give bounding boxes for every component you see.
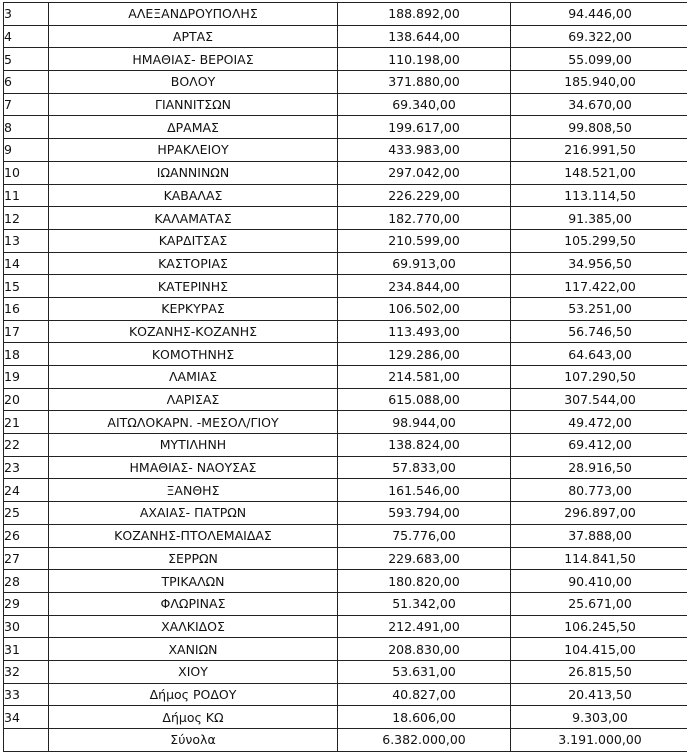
table-row <box>4 411 687 434</box>
amount-half-cell: 64.643,00 <box>511 343 687 366</box>
municipality-name-cell: ΚΟΖΑΝΗΣ-ΚΟΖΑΝΗΣ <box>49 320 338 343</box>
amount-total-cell: 138.644,00 <box>338 25 511 48</box>
amount-total-cell: 113.493,00 <box>338 320 511 343</box>
amount-total-cell: 161.546,00 <box>338 479 511 502</box>
municipality-name-cell: ΚΑΡΔΙΤΣΑΣ <box>49 229 338 252</box>
municipality-name-cell: ΤΡΙΚΑΛΩΝ <box>49 570 338 593</box>
row-number-cell: 9 <box>4 139 49 162</box>
row-number-cell: 8 <box>4 116 49 139</box>
table-row <box>4 71 687 94</box>
municipality-name-cell: ΧΑΝΙΩΝ <box>49 638 338 661</box>
row-number-cell: 10 <box>4 161 49 184</box>
row-number-cell: 21 <box>4 411 49 434</box>
table-row <box>4 161 687 184</box>
amount-total-cell: 69.340,00 <box>338 93 511 116</box>
amount-total-cell: 75.776,00 <box>338 524 511 547</box>
amount-total-cell: 18.606,00 <box>338 706 511 729</box>
municipality-name-cell: ΙΩΑΝΝΙΝΩΝ <box>49 161 338 184</box>
amount-half-cell: 113.114,50 <box>511 184 687 207</box>
row-number-cell: 17 <box>4 320 49 343</box>
table-row <box>4 48 687 71</box>
table-row <box>4 660 687 683</box>
row-number-cell: 6 <box>4 71 49 94</box>
amount-half-cell: 106.245,50 <box>511 615 687 638</box>
row-number-cell: 31 <box>4 638 49 661</box>
municipality-name-cell: ΞΑΝΘΗΣ <box>49 479 338 502</box>
totals-amount-total-cell: 6.382.000,00 <box>338 729 511 752</box>
table-row <box>4 524 687 547</box>
amount-half-cell: 307.544,00 <box>511 388 687 411</box>
amount-total-cell: 180.820,00 <box>338 570 511 593</box>
amount-total-cell: 212.491,00 <box>338 615 511 638</box>
amount-total-cell: 208.830,00 <box>338 638 511 661</box>
amount-total-cell: 138.824,00 <box>338 434 511 457</box>
amount-total-cell: 51.342,00 <box>338 592 511 615</box>
municipality-name-cell: ΚΑΣΤΟΡΙΑΣ <box>49 252 338 275</box>
amount-total-cell: 53.631,00 <box>338 660 511 683</box>
municipality-name-cell: ΔΡΑΜΑΣ <box>49 116 338 139</box>
row-number-cell: 16 <box>4 297 49 320</box>
table-row <box>4 3 687 26</box>
amount-half-cell: 53.251,00 <box>511 297 687 320</box>
totals-row <box>4 729 687 752</box>
amount-total-cell: 98.944,00 <box>338 411 511 434</box>
municipality-name-cell: ΗΡΑΚΛΕΙΟΥ <box>49 139 338 162</box>
table-row <box>4 502 687 525</box>
row-number-cell: 22 <box>4 434 49 457</box>
amount-total-cell: 106.502,00 <box>338 297 511 320</box>
row-number-cell: 7 <box>4 93 49 116</box>
table-row <box>4 343 687 366</box>
amount-total-cell: 234.844,00 <box>338 275 511 298</box>
amount-total-cell: 182.770,00 <box>338 207 511 230</box>
amount-half-cell: 91.385,00 <box>511 207 687 230</box>
municipality-name-cell: ΦΛΩΡΙΝΑΣ <box>49 592 338 615</box>
amount-half-cell: 90.410,00 <box>511 570 687 593</box>
table-row <box>4 25 687 48</box>
amount-total-cell: 433.983,00 <box>338 139 511 162</box>
municipality-name-cell: ΓΙΑΝΝΙΤΣΩΝ <box>49 93 338 116</box>
row-number-cell: 23 <box>4 456 49 479</box>
row-number-cell: 25 <box>4 502 49 525</box>
row-number-cell: 32 <box>4 660 49 683</box>
amount-half-cell: 56.746,50 <box>511 320 687 343</box>
amount-half-cell: 69.412,00 <box>511 434 687 457</box>
table-row <box>4 116 687 139</box>
row-number-cell: 11 <box>4 184 49 207</box>
amount-total-cell: 593.794,00 <box>338 502 511 525</box>
totals-amount-half-cell: 3.191.000,00 <box>511 729 687 752</box>
row-number-cell: 29 <box>4 592 49 615</box>
row-number-cell: 14 <box>4 252 49 275</box>
table-row <box>4 139 687 162</box>
amount-total-cell: 371.880,00 <box>338 71 511 94</box>
table-row <box>4 320 687 343</box>
amount-total-cell: 229.683,00 <box>338 547 511 570</box>
table-row <box>4 456 687 479</box>
municipality-name-cell: ΛΑΜΙΑΣ <box>49 366 338 389</box>
amount-half-cell: 107.290,50 <box>511 366 687 389</box>
municipality-name-cell: ΚΑΛΑΜΑΤΑΣ <box>49 207 338 230</box>
amount-total-cell: 226.229,00 <box>338 184 511 207</box>
municipality-name-cell: ΑΛΕΞΑΝΔΡΟΥΠΟΛΗΣ <box>49 3 338 26</box>
amount-half-cell: 296.897,00 <box>511 502 687 525</box>
amount-total-cell: 57.833,00 <box>338 456 511 479</box>
row-number-cell: 12 <box>4 207 49 230</box>
municipality-name-cell: ΛΑΡΙΣΑΣ <box>49 388 338 411</box>
amount-half-cell: 185.940,00 <box>511 71 687 94</box>
municipality-name-cell: ΑΙΤΩΛΟΚΑΡΝ. -ΜΕΣΟΛ/ΓΙΟΥ <box>49 411 338 434</box>
table-row <box>4 638 687 661</box>
totals-municipality-name-cell: Σύνολα <box>49 729 338 752</box>
amount-half-cell: 37.888,00 <box>511 524 687 547</box>
municipality-name-cell: ΚΟΖΑΝΗΣ-ΠΤΟΛΕΜΑΙΔΑΣ <box>49 524 338 547</box>
row-number-cell: 28 <box>4 570 49 593</box>
amount-half-cell: 34.956,50 <box>511 252 687 275</box>
row-number-cell: 5 <box>4 48 49 71</box>
amount-total-cell: 210.599,00 <box>338 229 511 252</box>
totals-row-number-cell <box>4 729 49 752</box>
amount-half-cell: 55.099,00 <box>511 48 687 71</box>
amount-total-cell: 199.617,00 <box>338 116 511 139</box>
municipality-name-cell: ΧΑΛΚΙΔΟΣ <box>49 615 338 638</box>
amount-half-cell: 9.303,00 <box>511 706 687 729</box>
table-row <box>4 706 687 729</box>
municipality-name-cell: ΑΡΤΑΣ <box>49 25 338 48</box>
amount-half-cell: 49.472,00 <box>511 411 687 434</box>
table-row <box>4 229 687 252</box>
municipality-name-cell: ΜΥΤΙΛΗΝΗ <box>49 434 338 457</box>
amount-total-cell: 615.088,00 <box>338 388 511 411</box>
row-number-cell: 26 <box>4 524 49 547</box>
row-number-cell: 30 <box>4 615 49 638</box>
amount-total-cell: 214.581,00 <box>338 366 511 389</box>
amount-half-cell: 28.916,50 <box>511 456 687 479</box>
table-row <box>4 683 687 706</box>
amount-total-cell: 69.913,00 <box>338 252 511 275</box>
municipality-name-cell: ΑΧΑΙΑΣ- ΠΑΤΡΩΝ <box>49 502 338 525</box>
amount-half-cell: 99.808,50 <box>511 116 687 139</box>
table-row <box>4 547 687 570</box>
amount-half-cell: 117.422,00 <box>511 275 687 298</box>
row-number-cell: 34 <box>4 706 49 729</box>
row-number-cell: 15 <box>4 275 49 298</box>
row-number-cell: 20 <box>4 388 49 411</box>
municipality-name-cell: ΗΜΑΘΙΑΣ- ΝΑΟΥΣΑΣ <box>49 456 338 479</box>
amount-half-cell: 69.322,00 <box>511 25 687 48</box>
table-row <box>4 479 687 502</box>
municipality-name-cell: ΣΕΡΡΩΝ <box>49 547 338 570</box>
amount-half-cell: 105.299,50 <box>511 229 687 252</box>
amount-half-cell: 94.446,00 <box>511 3 687 26</box>
amount-half-cell: 26.815,50 <box>511 660 687 683</box>
municipality-name-cell: ΒΟΛΟΥ <box>49 71 338 94</box>
table-row <box>4 297 687 320</box>
amount-half-cell: 25.671,00 <box>511 592 687 615</box>
table-row <box>4 615 687 638</box>
table-row <box>4 570 687 593</box>
municipality-name-cell: ΚΑΤΕΡΙΝΗΣ <box>49 275 338 298</box>
table-row <box>4 93 687 116</box>
amount-half-cell: 20.413,50 <box>511 683 687 706</box>
municipality-name-cell: ΚΟΜΟΤΗΝΗΣ <box>49 343 338 366</box>
row-number-cell: 24 <box>4 479 49 502</box>
municipality-name-cell: Δήμος ΡΟΔΟΥ <box>49 683 338 706</box>
amount-total-cell: 40.827,00 <box>338 683 511 706</box>
row-number-cell: 3 <box>4 3 49 26</box>
amount-total-cell: 129.286,00 <box>338 343 511 366</box>
table-body <box>4 3 687 752</box>
row-number-cell: 13 <box>4 229 49 252</box>
table-row <box>4 184 687 207</box>
table-row <box>4 275 687 298</box>
row-number-cell: 18 <box>4 343 49 366</box>
municipality-name-cell: ΧΙΟΥ <box>49 660 338 683</box>
table-row <box>4 366 687 389</box>
row-number-cell: 4 <box>4 25 49 48</box>
amount-total-cell: 297.042,00 <box>338 161 511 184</box>
table-row <box>4 434 687 457</box>
amount-total-cell: 188.892,00 <box>338 3 511 26</box>
municipality-name-cell: ΚΑΒΑΛΑΣ <box>49 184 338 207</box>
amount-half-cell: 34.670,00 <box>511 93 687 116</box>
row-number-cell: 19 <box>4 366 49 389</box>
amount-half-cell: 80.773,00 <box>511 479 687 502</box>
row-number-cell: 33 <box>4 683 49 706</box>
table-row <box>4 252 687 275</box>
municipality-name-cell: Δήμος ΚΩ <box>49 706 338 729</box>
amount-total-cell: 110.198,00 <box>338 48 511 71</box>
amount-half-cell: 114.841,50 <box>511 547 687 570</box>
amount-half-cell: 148.521,00 <box>511 161 687 184</box>
table-row <box>4 207 687 230</box>
amount-half-cell: 216.991,50 <box>511 139 687 162</box>
table-row <box>4 592 687 615</box>
municipality-name-cell: ΗΜΑΘΙΑΣ- ΒΕΡΟΙΑΣ <box>49 48 338 71</box>
amount-half-cell: 104.415,00 <box>511 638 687 661</box>
table-row <box>4 388 687 411</box>
row-number-cell: 27 <box>4 547 49 570</box>
allocation-table <box>3 2 687 752</box>
municipality-name-cell: ΚΕΡΚΥΡΑΣ <box>49 297 338 320</box>
